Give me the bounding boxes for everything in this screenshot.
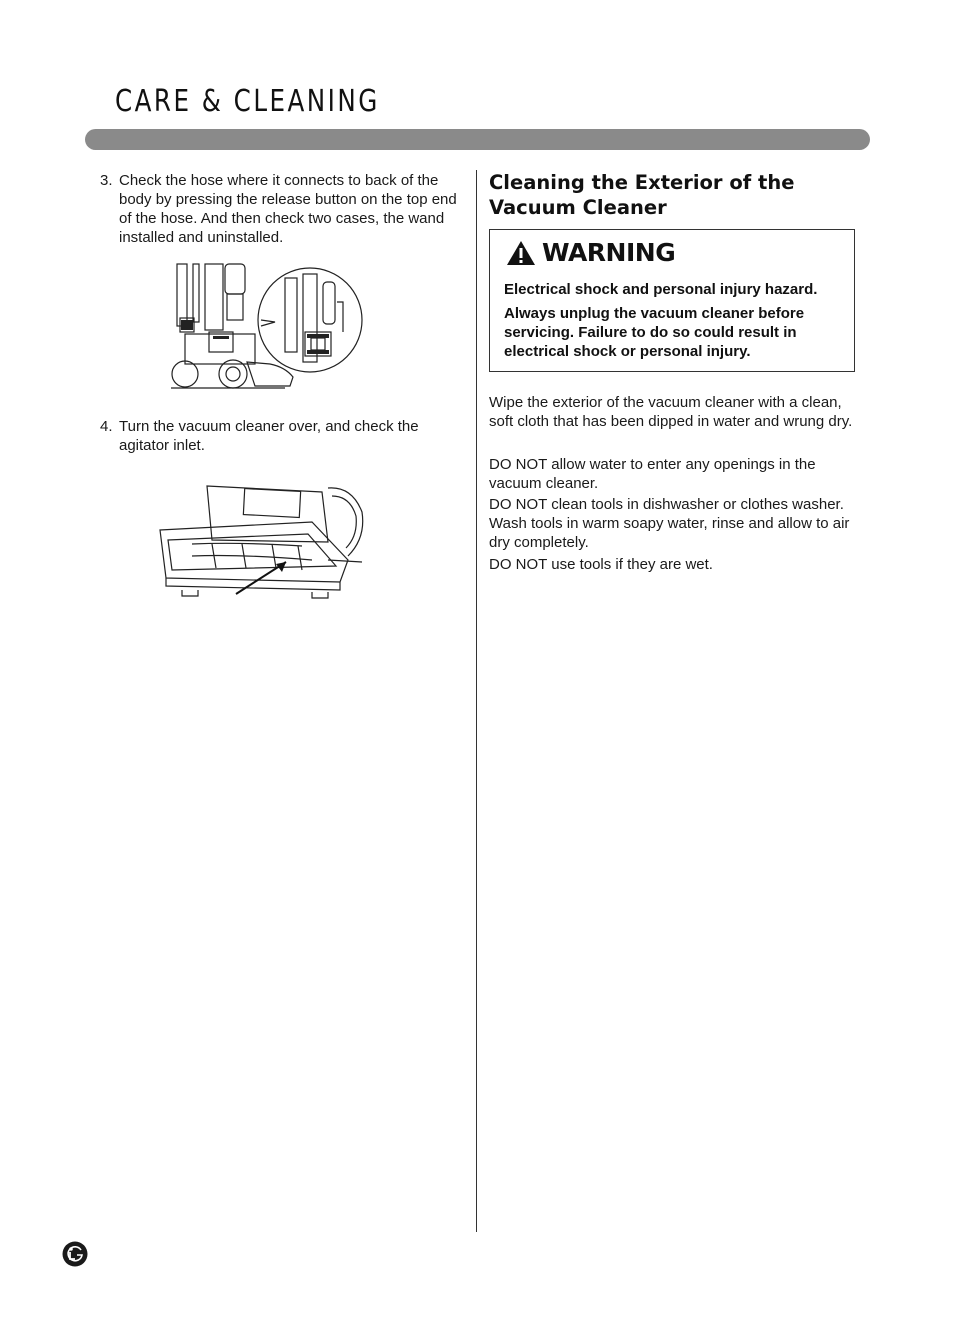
page-title: CARE & CLEANING [115,84,380,119]
hose-connection-illustration [165,262,365,394]
warning-box [489,229,855,372]
lg-logo-icon [62,1241,88,1267]
step-3-number: 3. [100,172,113,189]
paragraph-no-dishwasher: DO NOT clean tools in dishwasher or clothes washer. Wash tools in warm soapy water, rinse and allow to air dry completely. [489,496,850,551]
warning-line-2: Always unplug the vacuum cleaner before servicing. Failure to do so could result in electrical shock or personal injury. [504,305,805,360]
warning-triangle-icon [506,240,536,266]
paragraph-no-wet-tools: DO NOT use tools if they are wet. [489,556,713,573]
step-3 [100,171,460,247]
title-bar [85,129,870,150]
paragraph-wipe: Wipe the exterior of the vacuum cleaner with a clean, soft cloth that has been dipped in water and wrung dry. [489,394,853,430]
warning-title [506,238,675,267]
step-4-number: 4. [100,418,113,435]
warning-line-1: Electrical shock and personal injury hazard. [504,281,818,298]
section-heading: Cleaning the Exterior of the Vacuum Cleaner [489,171,795,219]
step-4 [100,417,460,455]
agitator-inlet-illustration [152,482,370,606]
column-divider [476,170,477,1232]
step-3-text: Check the hose where it connects to back of the body by pressing the release button on the top end of the hose. And then check two cases, the wand installed and uninstalled. [119,172,457,246]
warning-title-text: WARNING [542,238,676,267]
step-4-text: Turn the vacuum cleaner over, and check the agitator inlet. [119,418,419,454]
paragraph-no-water: DO NOT allow water to enter any openings in the vacuum cleaner. [489,456,816,492]
